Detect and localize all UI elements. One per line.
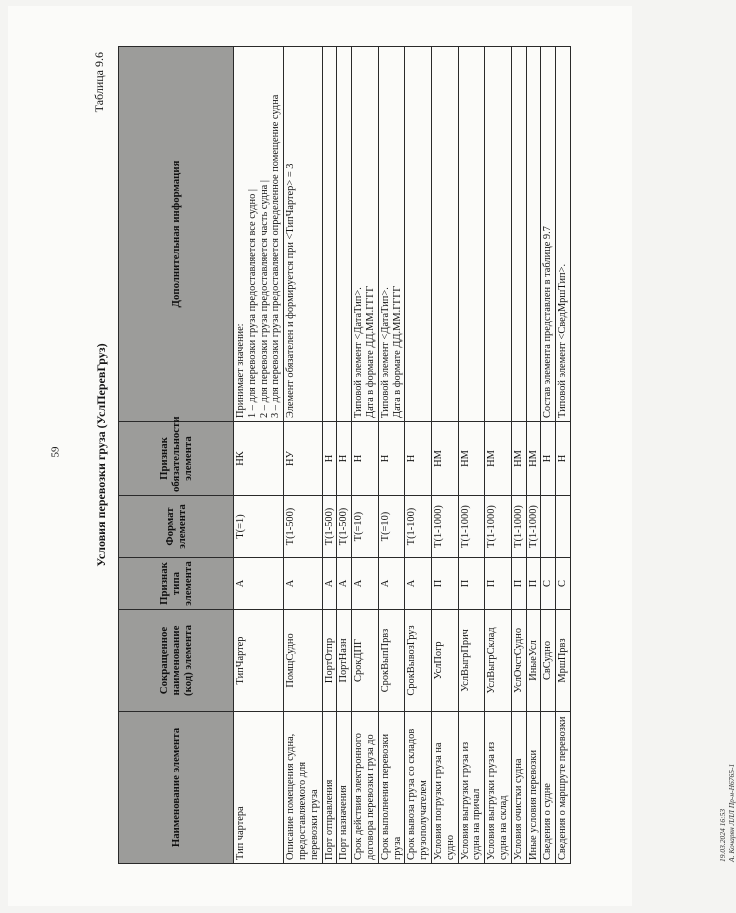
table-caption: Таблица 9.6 bbox=[92, 52, 106, 113]
cell-info: Типовой элемент <СведМршТип>. bbox=[556, 47, 571, 422]
cell-name: Описание помещения судна, предоставляемого для перевозки груза bbox=[284, 712, 322, 864]
cell-format: Т(=10) bbox=[378, 496, 405, 558]
cell-type: П bbox=[431, 558, 458, 610]
cell-format bbox=[556, 496, 571, 558]
cell-code: СрокВывозГруз bbox=[405, 610, 432, 712]
cell-code: ПортНазн bbox=[337, 610, 352, 712]
cell-info: Типовой элемент <ДатаТип>. Дата в формате ДД.ММ.ГГГГ bbox=[378, 47, 405, 422]
table-row bbox=[352, 47, 379, 864]
table-row bbox=[458, 47, 485, 864]
cell-req: Н bbox=[556, 422, 571, 496]
cell-format: Т(1-1000) bbox=[485, 496, 512, 558]
cell-name: Порт отправления bbox=[322, 712, 337, 864]
cell-code: УслВыгрПрич bbox=[458, 610, 485, 712]
cell-code: ПортОтпр bbox=[322, 610, 337, 712]
cell-req: НУ bbox=[284, 422, 322, 496]
cell-code: УслПогр bbox=[431, 610, 458, 712]
cell-format: Т(1-1000) bbox=[431, 496, 458, 558]
cell-code: ТипЧартер bbox=[234, 610, 284, 712]
table-row bbox=[541, 47, 556, 864]
cell-name: Срок выполнения перевозки груза bbox=[378, 712, 405, 864]
cell-type: А bbox=[405, 558, 432, 610]
header-info: Дополнительная информация bbox=[119, 47, 234, 422]
cell-req: НМ bbox=[511, 422, 526, 496]
cell-req: Н bbox=[541, 422, 556, 496]
cell-format: Т(1-500) bbox=[284, 496, 322, 558]
cell-req: Н bbox=[405, 422, 432, 496]
cell-type: С bbox=[541, 558, 556, 610]
cell-type: А bbox=[337, 558, 352, 610]
cell-type: А bbox=[284, 558, 322, 610]
footer-line: 19.03.2024 16:53 bbox=[718, 808, 727, 862]
cell-req: Н bbox=[322, 422, 337, 496]
cell-code: ПомщСудно bbox=[284, 610, 322, 712]
cell-type: А bbox=[322, 558, 337, 610]
cell-format: Т(1-100) bbox=[405, 496, 432, 558]
cell-name: Порт назначения bbox=[337, 712, 352, 864]
cell-code: УслОчстСудно bbox=[511, 610, 526, 712]
table-row bbox=[378, 47, 405, 864]
table-row bbox=[337, 47, 352, 864]
cell-req: Н bbox=[337, 422, 352, 496]
cell-info: Принимает значение: 1 – для перевозки груза предоставляется все судно | 2 – для перевозки груза предоставляется часть судна | 3 – для перевозки груза предоставляется определенное помещение судна bbox=[234, 47, 284, 422]
elements-table bbox=[118, 46, 571, 864]
cell-info: Элемент обязателен и формируется при <ТипЧартер> = 3 bbox=[284, 47, 322, 422]
cell-info bbox=[526, 47, 541, 422]
cell-name: Срок вывоза груза со складов грузополучателем bbox=[405, 712, 432, 864]
cell-type: П bbox=[511, 558, 526, 610]
table-row bbox=[431, 47, 458, 864]
cell-name: Условия погрузки груза на судно bbox=[431, 712, 458, 864]
cell-req: НМ bbox=[526, 422, 541, 496]
cell-type: С bbox=[556, 558, 571, 610]
cell-name: Сведения о судне bbox=[541, 712, 556, 864]
header-name: Наименование элемента bbox=[119, 712, 234, 864]
cell-format: Т(1-1000) bbox=[458, 496, 485, 558]
cell-code: СвСудно bbox=[541, 610, 556, 712]
cell-info bbox=[458, 47, 485, 422]
cell-code: СрокВыпПрвз bbox=[378, 610, 405, 712]
cell-info: Состав элемента представлен в таблице 9.7 bbox=[541, 47, 556, 422]
cell-name: Сведения о маршруте перевозки bbox=[556, 712, 571, 864]
cell-req: НМ bbox=[458, 422, 485, 496]
cell-code: СрокДПГ bbox=[352, 610, 379, 712]
cell-type: А bbox=[234, 558, 284, 610]
cell-info bbox=[322, 47, 337, 422]
cell-info: Типовой элемент <ДатаТип>. Дата в формате ДД.ММ.ГГГГ bbox=[352, 47, 379, 422]
cell-info bbox=[511, 47, 526, 422]
cell-format: Т(1-1000) bbox=[526, 496, 541, 558]
cell-name: Тип чартера bbox=[234, 712, 284, 864]
cell-name: Срок действия электронного договора перевозки груза до bbox=[352, 712, 379, 864]
footer-line: А. Кочарян ЛЛЛ Пр-н-Н6765-1 bbox=[727, 763, 736, 862]
cell-info bbox=[431, 47, 458, 422]
cell-format: Т(1-1000) bbox=[511, 496, 526, 558]
cell-name: Условия выгрузки груза из судна на склад bbox=[485, 712, 512, 864]
table-row bbox=[556, 47, 571, 864]
cell-type: П bbox=[458, 558, 485, 610]
cell-format bbox=[541, 496, 556, 558]
cell-format: Т(=1) bbox=[234, 496, 284, 558]
table-row bbox=[405, 47, 432, 864]
cell-type: А bbox=[378, 558, 405, 610]
header-code: Сокращенное наименование (код) элемента bbox=[119, 610, 234, 712]
table-row bbox=[485, 47, 512, 864]
cell-format: Т(1-500) bbox=[322, 496, 337, 558]
cell-format: Т(=10) bbox=[352, 496, 379, 558]
table-row bbox=[234, 47, 284, 864]
cell-code: ИныеУсл bbox=[526, 610, 541, 712]
cell-type: П bbox=[526, 558, 541, 610]
table-row bbox=[511, 47, 526, 864]
page-number: 59 bbox=[49, 446, 62, 458]
table-row bbox=[284, 47, 322, 864]
cell-code: УслВыгрСклад bbox=[485, 610, 512, 712]
header-type: Признак типа элемента bbox=[119, 558, 234, 610]
cell-req: НМ bbox=[431, 422, 458, 496]
cell-type: А bbox=[352, 558, 379, 610]
cell-info bbox=[405, 47, 432, 422]
cell-req: НМ bbox=[485, 422, 512, 496]
header-required: Признак обязательности элемента bbox=[119, 422, 234, 496]
header-format: Формат элемента bbox=[119, 496, 234, 558]
rotated-page-content bbox=[92, 46, 736, 864]
table-row bbox=[322, 47, 337, 864]
footer-stamp bbox=[718, 764, 736, 862]
cell-req: Н bbox=[378, 422, 405, 496]
cell-info bbox=[337, 47, 352, 422]
cell-format: Т(1-500) bbox=[337, 496, 352, 558]
cell-info bbox=[485, 47, 512, 422]
cell-name: Иные условия перевозки bbox=[526, 712, 541, 864]
table-row bbox=[526, 47, 541, 864]
cell-name: Условия выгрузки груза из судна на причал bbox=[458, 712, 485, 864]
cell-req: НК bbox=[234, 422, 284, 496]
cell-type: П bbox=[485, 558, 512, 610]
cell-name: Условия очистки судна bbox=[511, 712, 526, 864]
table-header-row bbox=[119, 47, 234, 864]
cell-code: МршПрвз bbox=[556, 610, 571, 712]
table-title: Условия перевозки груза (УслПеревГруз) bbox=[94, 343, 108, 567]
cell-req: Н bbox=[352, 422, 379, 496]
